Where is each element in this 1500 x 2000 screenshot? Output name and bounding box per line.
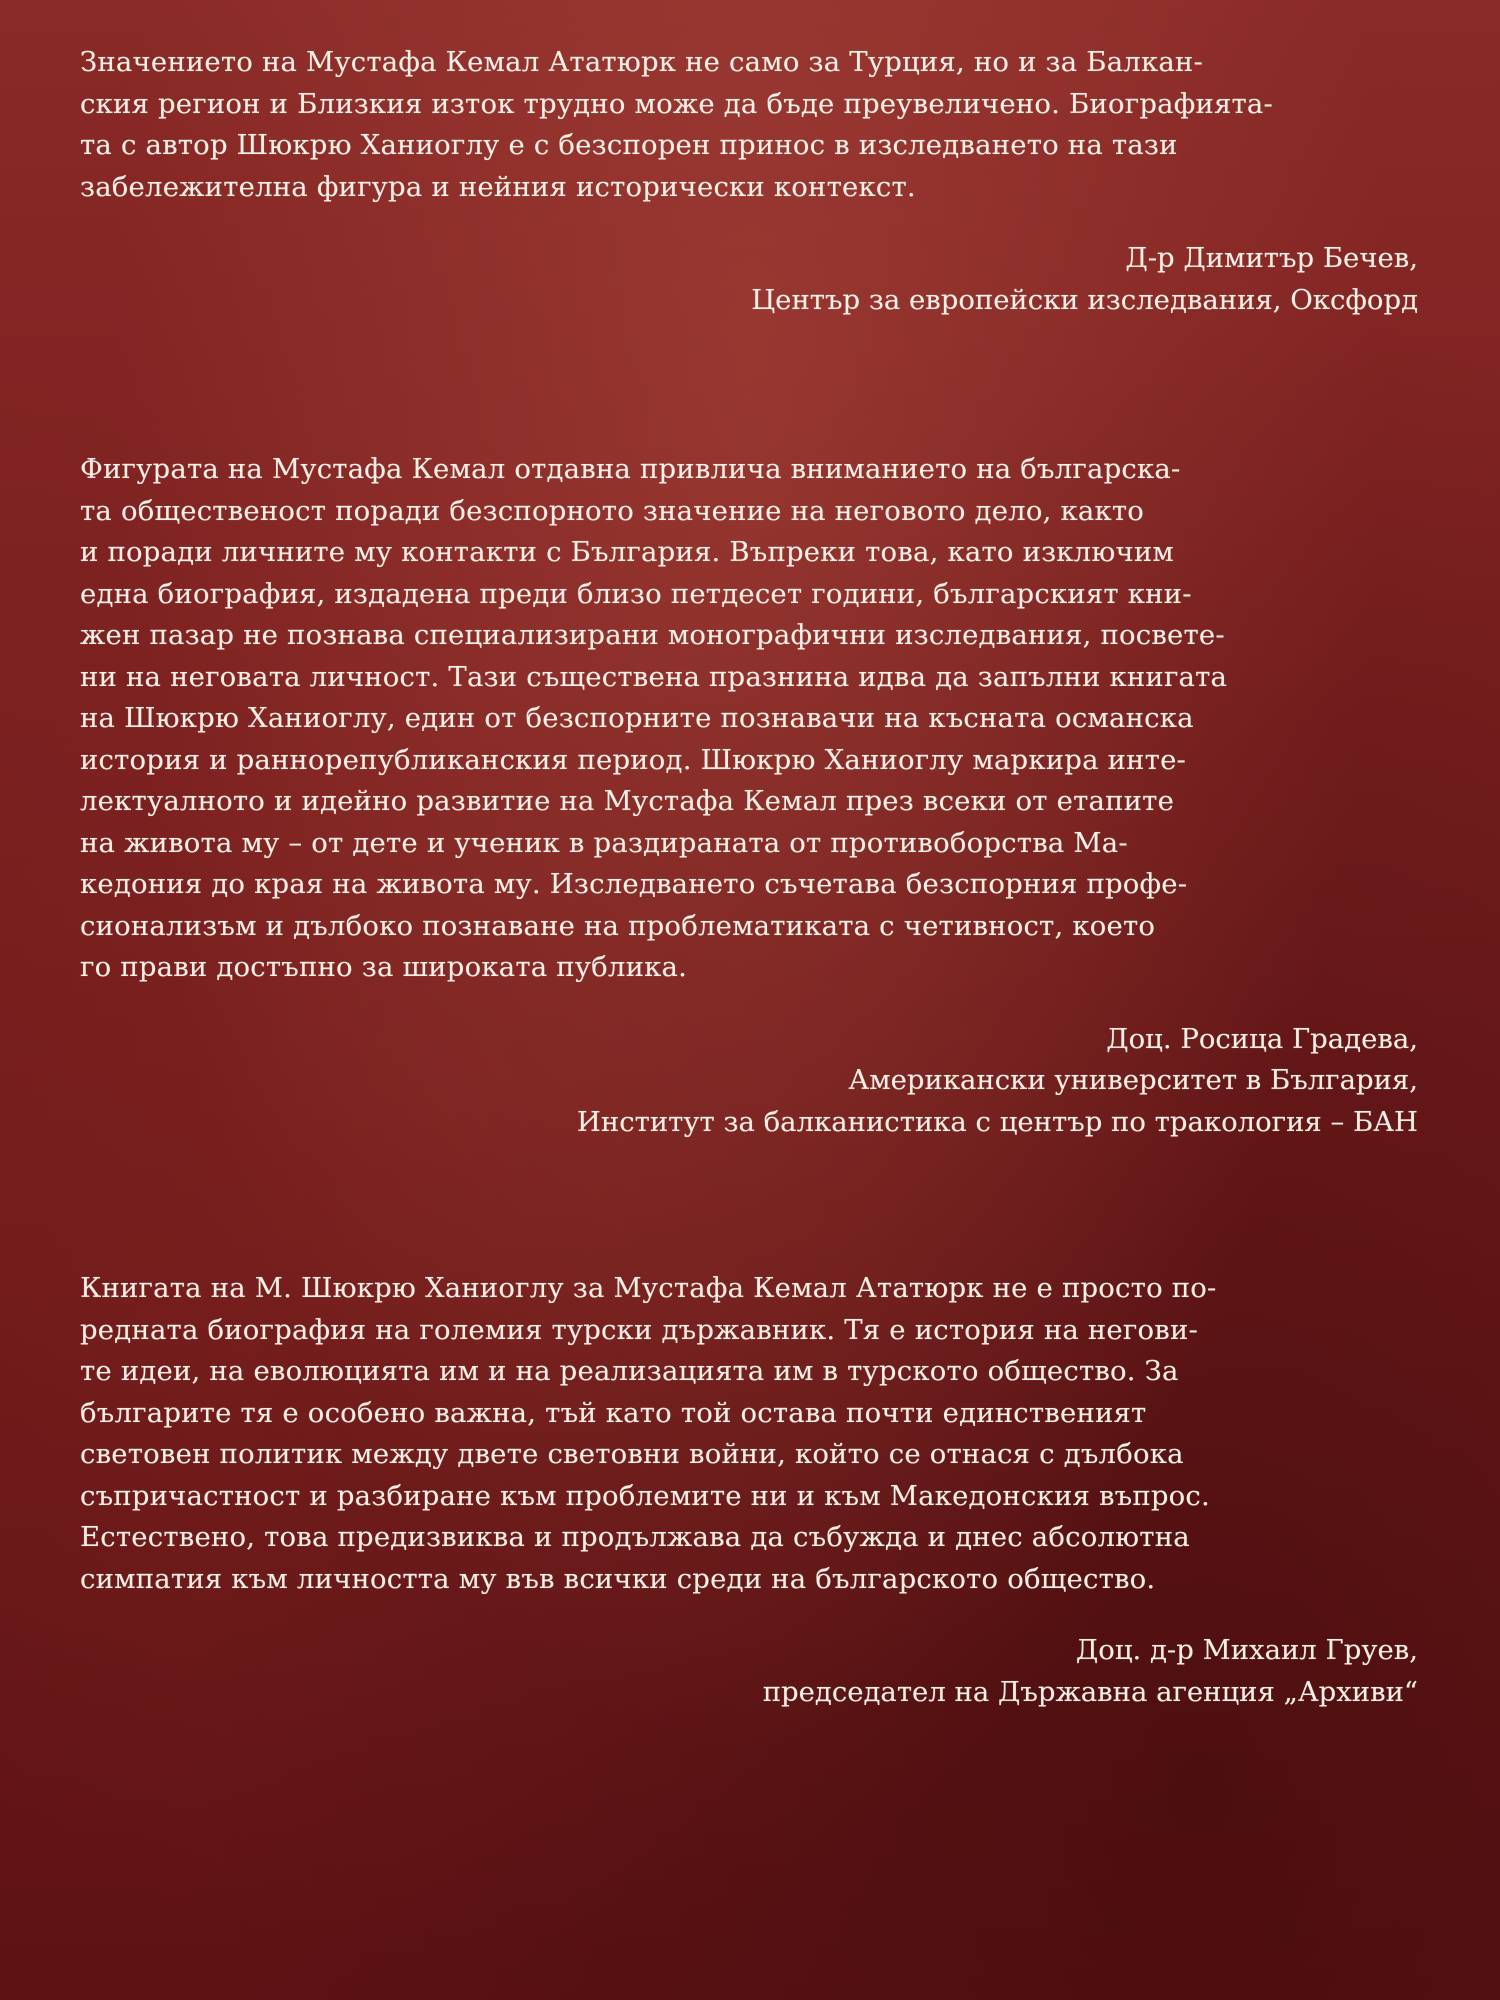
attribution-affiliation: Американски университет в България, bbox=[848, 1064, 1418, 1096]
endorsement-quote-2 bbox=[80, 449, 1418, 1143]
attribution-affiliation: Институт за балканистика с център по тракология – БАН bbox=[576, 1105, 1418, 1138]
quote-text: Книгата на М. Шюкрю Ханиоглу за Мустафа Кемал Ататюрк не е просто по- редната биография на големия турски държавник. Тя е история на негови- те идеи, на еволюцията им и на реализацията им в турското общество. За българите тя е особено важна, тъй като той остава почти единственият световен политик между двете световни войни, който се отнася с дълбока съпричастност и разбиране към проблемите ни и към Македонския въпрос. Естествено, това предизвиква и продължава да събужда и днес абсолютна симпатия към личността му във всички среди на българското общество. bbox=[80, 1272, 1217, 1595]
endorsement-quote-3 bbox=[80, 1268, 1418, 1713]
quote-attribution bbox=[80, 238, 1418, 321]
attribution-name: Д-р Димитър Бечев, bbox=[1125, 242, 1418, 274]
quote-attribution bbox=[80, 1630, 1418, 1713]
attribution-affiliation: председател на Държавна агенция „Архиви“ bbox=[762, 1675, 1418, 1708]
attribution-affiliation: Център за европейски изследвания, Оксфорд bbox=[751, 283, 1418, 316]
attribution-name: Доц. Росица Градева, bbox=[1106, 1022, 1418, 1055]
quote-text: Значението на Мустафа Кемал Ататюрк не само за Турция, но и за Балкан- ския регион и Близкия изток трудно може да бъде преувеличено. Биографията- та с автор Шюкрю Ханиоглу е с безспорен принос в изследването на тази забележителна фигура и нейния исторически контекст. bbox=[80, 46, 1274, 203]
quote-attribution bbox=[80, 1019, 1418, 1144]
attribution-name: Доц. д-р Михаил Груев, bbox=[1075, 1634, 1418, 1666]
quote-text: Фигурата на Мустафа Кемал отдавна привлича вниманието на българска- та общественост поради безспорното значение на неговото дело, както и поради личните му контакти с България. Въпреки това, като изключим една биография, издадена преди близо петдесет години, българският кни- жен пазар не познава специализирани монографични изследвания, посвете- ни на неговата личност. Тази съществена празнина идва да запълни книгата на Шюкрю Ханиоглу, един от безспорните познавачи на късната османска история и раннорепубликанския период. Шюкрю Ханиоглу маркира инте- лектуалното и идейно развитие на Мустафа Кемал през всеки от етапите на живота му – от дете и ученик в раздираната от противоборства Ма- кедония до края на живота му. Изследването съчетава безспорния профе- сионализъм и дълбоко познаване на проблематиката с четивност, което го прави достъпно за широката публика. bbox=[80, 453, 1228, 983]
endorsement-quote-1 bbox=[80, 42, 1418, 321]
